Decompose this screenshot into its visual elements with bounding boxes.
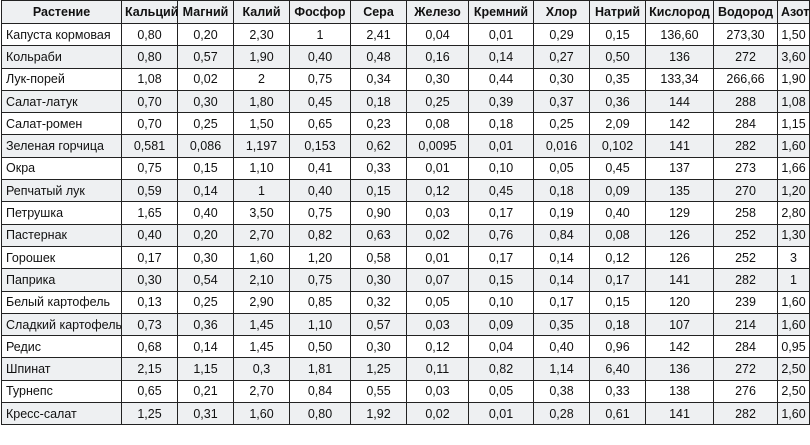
value-cell: 1,60 (778, 403, 810, 425)
value-cell: 0,25 (534, 113, 590, 135)
value-cell: 142 (646, 336, 714, 358)
value-cell: 0,33 (351, 157, 407, 179)
column-header: Железо (407, 1, 469, 24)
value-cell: 0,75 (122, 157, 178, 179)
plant-name-cell: Пастернак (2, 224, 122, 246)
value-cell: 0,23 (351, 113, 407, 135)
column-header: Кремний (469, 1, 534, 24)
value-cell: 2,70 (234, 380, 290, 402)
value-cell: 272 (714, 358, 778, 380)
value-cell: 0,05 (407, 291, 469, 313)
value-cell: 0,45 (590, 157, 646, 179)
value-cell: 282 (714, 269, 778, 291)
value-cell: 0,21 (178, 380, 234, 402)
value-cell: 0,3 (234, 358, 290, 380)
table-row (2, 90, 810, 112)
value-cell: 0,75 (290, 202, 351, 224)
value-cell: 136,60 (646, 24, 714, 46)
value-cell: 0,01 (469, 24, 534, 46)
value-cell: 3,60 (778, 46, 810, 68)
value-cell: 288 (714, 90, 778, 112)
value-cell: 0,12 (407, 180, 469, 202)
column-header: Азот (778, 1, 810, 24)
value-cell: 0,15 (590, 291, 646, 313)
value-cell: 3,50 (234, 202, 290, 224)
value-cell: 0,0095 (407, 135, 469, 157)
value-cell: 0,25 (178, 291, 234, 313)
value-cell: 1,20 (290, 246, 351, 268)
value-cell: 0,33 (590, 380, 646, 402)
value-cell: 1,10 (290, 313, 351, 335)
table-row (2, 313, 810, 335)
value-cell: 1,60 (778, 313, 810, 335)
value-cell: 270 (714, 180, 778, 202)
value-cell: 0,29 (534, 24, 590, 46)
plant-name-cell: Кольраби (2, 46, 122, 68)
value-cell: 133,34 (646, 68, 714, 90)
value-cell: 0,44 (469, 68, 534, 90)
table-row (2, 113, 810, 135)
value-cell: 135 (646, 180, 714, 202)
value-cell: 0,40 (534, 336, 590, 358)
value-cell: 0,40 (590, 202, 646, 224)
value-cell: 0,59 (122, 180, 178, 202)
value-cell: 0,01 (407, 157, 469, 179)
value-cell: 141 (646, 135, 714, 157)
table-row (2, 24, 810, 46)
plant-name-cell: Зеленая горчица (2, 135, 122, 157)
value-cell: 1,60 (234, 403, 290, 425)
value-cell: 0,90 (351, 202, 407, 224)
value-cell: 0,73 (122, 313, 178, 335)
value-cell: 0,55 (351, 380, 407, 402)
value-cell: 1,15 (178, 358, 234, 380)
value-cell: 0,14 (178, 180, 234, 202)
value-cell: 0,80 (122, 46, 178, 68)
value-cell: 266,66 (714, 68, 778, 90)
value-cell: 1,50 (234, 113, 290, 135)
value-cell: 0,05 (534, 157, 590, 179)
value-cell: 0,20 (178, 224, 234, 246)
plant-name-cell: Горошек (2, 246, 122, 268)
value-cell: 0,30 (534, 68, 590, 90)
value-cell: 1,60 (778, 135, 810, 157)
value-cell: 1,45 (234, 336, 290, 358)
plant-name-cell: Окра (2, 157, 122, 179)
value-cell: 1,81 (290, 358, 351, 380)
value-cell: 0,36 (590, 90, 646, 112)
value-cell: 0,40 (290, 180, 351, 202)
table-body (2, 24, 810, 425)
column-header: Кислород (646, 1, 714, 24)
value-cell: 0,17 (122, 246, 178, 268)
table-row (2, 358, 810, 380)
value-cell: 1,14 (534, 358, 590, 380)
value-cell: 0,31 (178, 403, 234, 425)
plant-name-cell: Турнепс (2, 380, 122, 402)
value-cell: 0,16 (407, 46, 469, 68)
value-cell: 0,01 (469, 135, 534, 157)
plant-name-cell: Репчатый лук (2, 180, 122, 202)
value-cell: 0,35 (590, 68, 646, 90)
plant-name-cell: Редис (2, 336, 122, 358)
value-cell: 239 (714, 291, 778, 313)
plant-name-cell: Лук-порей (2, 68, 122, 90)
value-cell: 1,90 (778, 68, 810, 90)
column-header: Хлор (534, 1, 590, 24)
value-cell: 1 (234, 180, 290, 202)
value-cell: 0,17 (469, 202, 534, 224)
value-cell: 252 (714, 224, 778, 246)
value-cell: 0,57 (178, 46, 234, 68)
value-cell: 1,65 (122, 202, 178, 224)
value-cell: 273,30 (714, 24, 778, 46)
value-cell: 0,14 (178, 336, 234, 358)
value-cell: 0,11 (407, 358, 469, 380)
value-cell: 0,45 (469, 180, 534, 202)
value-cell: 0,40 (122, 224, 178, 246)
value-cell: 0,57 (351, 313, 407, 335)
column-header: Кальций (122, 1, 178, 24)
value-cell: 144 (646, 90, 714, 112)
value-cell: 0,41 (290, 157, 351, 179)
value-cell: 0,18 (351, 90, 407, 112)
value-cell: 282 (714, 135, 778, 157)
value-cell: 0,14 (469, 46, 534, 68)
value-cell: 0,19 (534, 202, 590, 224)
value-cell: 0,25 (178, 113, 234, 135)
value-cell: 284 (714, 336, 778, 358)
value-cell: 138 (646, 380, 714, 402)
plant-name-cell: Сладкий картофель (2, 313, 122, 335)
value-cell: 0,02 (407, 403, 469, 425)
value-cell: 0,30 (122, 269, 178, 291)
value-cell: 0,27 (534, 46, 590, 68)
value-cell: 1,92 (351, 403, 407, 425)
value-cell: 126 (646, 246, 714, 268)
value-cell: 0,65 (290, 113, 351, 135)
value-cell: 2,50 (778, 358, 810, 380)
value-cell: 0,63 (351, 224, 407, 246)
value-cell: 0,54 (178, 269, 234, 291)
value-cell: 0,25 (407, 90, 469, 112)
value-cell: 2,70 (234, 224, 290, 246)
value-cell: 0,45 (290, 90, 351, 112)
value-cell: 0,80 (122, 24, 178, 46)
table-row (2, 157, 810, 179)
value-cell: 0,50 (590, 46, 646, 68)
value-cell: 0,68 (122, 336, 178, 358)
value-cell: 0,03 (407, 202, 469, 224)
value-cell: 0,80 (290, 403, 351, 425)
value-cell: 2 (234, 68, 290, 90)
value-cell: 0,016 (534, 135, 590, 157)
value-cell: 0,102 (590, 135, 646, 157)
value-cell: 1,197 (234, 135, 290, 157)
value-cell: 1,45 (234, 313, 290, 335)
value-cell: 0,32 (351, 291, 407, 313)
value-cell: 0,10 (469, 157, 534, 179)
value-cell: 1,08 (122, 68, 178, 90)
table-row (2, 224, 810, 246)
value-cell: 0,15 (469, 269, 534, 291)
value-cell: 0,04 (407, 24, 469, 46)
plant-name-cell: Капуста кормовая (2, 24, 122, 46)
value-cell: 2,41 (351, 24, 407, 46)
plant-name-cell: Кресс-салат (2, 403, 122, 425)
value-cell: 0,086 (178, 135, 234, 157)
column-header: Натрий (590, 1, 646, 24)
value-cell: 1,20 (778, 180, 810, 202)
table-row (2, 46, 810, 68)
value-cell: 0,36 (178, 313, 234, 335)
column-header: Сера (351, 1, 407, 24)
table-row (2, 180, 810, 202)
value-cell: 0,40 (178, 202, 234, 224)
value-cell: 137 (646, 157, 714, 179)
value-cell: 120 (646, 291, 714, 313)
value-cell: 214 (714, 313, 778, 335)
value-cell: 0,58 (351, 246, 407, 268)
value-cell: 1 (778, 269, 810, 291)
value-cell: 0,20 (178, 24, 234, 46)
value-cell: 0,96 (590, 336, 646, 358)
value-cell: 1,25 (351, 358, 407, 380)
value-cell: 0,04 (469, 336, 534, 358)
value-cell: 0,14 (534, 246, 590, 268)
column-header: Магний (178, 1, 234, 24)
value-cell: 2,50 (778, 380, 810, 402)
value-cell: 0,09 (469, 313, 534, 335)
value-cell: 0,17 (469, 246, 534, 268)
value-cell: 141 (646, 269, 714, 291)
value-cell: 0,95 (778, 336, 810, 358)
plant-name-cell: Шпинат (2, 358, 122, 380)
value-cell: 6,40 (590, 358, 646, 380)
value-cell: 0,03 (407, 313, 469, 335)
value-cell: 0,82 (469, 358, 534, 380)
value-cell: 136 (646, 358, 714, 380)
value-cell: 1,30 (778, 224, 810, 246)
value-cell: 276 (714, 380, 778, 402)
value-cell: 0,28 (534, 403, 590, 425)
value-cell: 0,34 (351, 68, 407, 90)
value-cell: 1,60 (234, 246, 290, 268)
value-cell: 3 (778, 246, 810, 268)
value-cell: 1,50 (778, 24, 810, 46)
value-cell: 0,07 (407, 269, 469, 291)
value-cell: 0,03 (407, 380, 469, 402)
table-row (2, 380, 810, 402)
value-cell: 0,82 (290, 224, 351, 246)
plant-name-cell: Петрушка (2, 202, 122, 224)
value-cell: 0,12 (407, 336, 469, 358)
value-cell: 0,12 (590, 246, 646, 268)
value-cell: 0,153 (290, 135, 351, 157)
value-cell: 272 (714, 46, 778, 68)
value-cell: 0,15 (178, 157, 234, 179)
value-cell: 2,90 (234, 291, 290, 313)
value-cell: 0,05 (469, 380, 534, 402)
plant-name-cell: Белый картофель (2, 291, 122, 313)
value-cell: 0,30 (178, 90, 234, 112)
value-cell: 0,01 (469, 403, 534, 425)
value-cell: 0,35 (534, 313, 590, 335)
nutrient-table (1, 0, 810, 425)
column-header: Водород (714, 1, 778, 24)
value-cell: 282 (714, 403, 778, 425)
value-cell: 0,18 (469, 113, 534, 135)
value-cell: 107 (646, 313, 714, 335)
value-cell: 0,65 (122, 380, 178, 402)
table-row (2, 68, 810, 90)
plant-name-cell: Салат-латук (2, 90, 122, 112)
value-cell: 284 (714, 113, 778, 135)
table-row (2, 336, 810, 358)
value-cell: 0,15 (590, 24, 646, 46)
value-cell: 2,80 (778, 202, 810, 224)
value-cell: 258 (714, 202, 778, 224)
table-row (2, 246, 810, 268)
value-cell: 0,61 (590, 403, 646, 425)
value-cell: 0,37 (534, 90, 590, 112)
value-cell: 0,85 (290, 291, 351, 313)
value-cell: 1,80 (234, 90, 290, 112)
value-cell: 0,17 (534, 291, 590, 313)
value-cell: 1,66 (778, 157, 810, 179)
header-row (2, 1, 810, 24)
value-cell: 0,02 (178, 68, 234, 90)
value-cell: 0,02 (407, 224, 469, 246)
value-cell: 0,48 (351, 46, 407, 68)
value-cell: 0,13 (122, 291, 178, 313)
value-cell: 0,15 (351, 180, 407, 202)
value-cell: 273 (714, 157, 778, 179)
value-cell: 0,17 (590, 269, 646, 291)
value-cell: 2,09 (590, 113, 646, 135)
table-row (2, 202, 810, 224)
value-cell: 2,10 (234, 269, 290, 291)
value-cell: 0,30 (351, 336, 407, 358)
value-cell: 0,30 (407, 68, 469, 90)
value-cell: 0,09 (590, 180, 646, 202)
value-cell: 2,15 (122, 358, 178, 380)
column-header-plant: Растение (2, 1, 122, 24)
value-cell: 0,38 (534, 380, 590, 402)
value-cell: 0,18 (534, 180, 590, 202)
value-cell: 0,10 (469, 291, 534, 313)
column-header: Калий (234, 1, 290, 24)
value-cell: 0,39 (469, 90, 534, 112)
value-cell: 0,76 (469, 224, 534, 246)
value-cell: 0,70 (122, 90, 178, 112)
table-row (2, 403, 810, 425)
value-cell: 0,08 (407, 113, 469, 135)
value-cell: 2,30 (234, 24, 290, 46)
value-cell: 0,581 (122, 135, 178, 157)
value-cell: 0,75 (290, 68, 351, 90)
value-cell: 126 (646, 224, 714, 246)
value-cell: 0,18 (590, 313, 646, 335)
value-cell: 0,30 (351, 269, 407, 291)
value-cell: 1,10 (234, 157, 290, 179)
table-row (2, 135, 810, 157)
value-cell: 0,75 (290, 269, 351, 291)
value-cell: 0,50 (290, 336, 351, 358)
table-row (2, 291, 810, 313)
value-cell: 0,40 (290, 46, 351, 68)
value-cell: 0,08 (590, 224, 646, 246)
value-cell: 252 (714, 246, 778, 268)
plant-name-cell: Паприка (2, 269, 122, 291)
value-cell: 1 (290, 24, 351, 46)
value-cell: 0,30 (178, 246, 234, 268)
value-cell: 1,25 (122, 403, 178, 425)
table-row (2, 269, 810, 291)
value-cell: 1,60 (778, 291, 810, 313)
plant-name-cell: Салат-ромен (2, 113, 122, 135)
value-cell: 129 (646, 202, 714, 224)
value-cell: 0,14 (534, 269, 590, 291)
value-cell: 1,08 (778, 90, 810, 112)
value-cell: 141 (646, 403, 714, 425)
value-cell: 0,84 (534, 224, 590, 246)
column-header: Фосфор (290, 1, 351, 24)
value-cell: 1,90 (234, 46, 290, 68)
value-cell: 0,84 (290, 380, 351, 402)
value-cell: 0,62 (351, 135, 407, 157)
value-cell: 0,70 (122, 113, 178, 135)
value-cell: 1,15 (778, 113, 810, 135)
value-cell: 136 (646, 46, 714, 68)
value-cell: 142 (646, 113, 714, 135)
value-cell: 0,01 (407, 246, 469, 268)
